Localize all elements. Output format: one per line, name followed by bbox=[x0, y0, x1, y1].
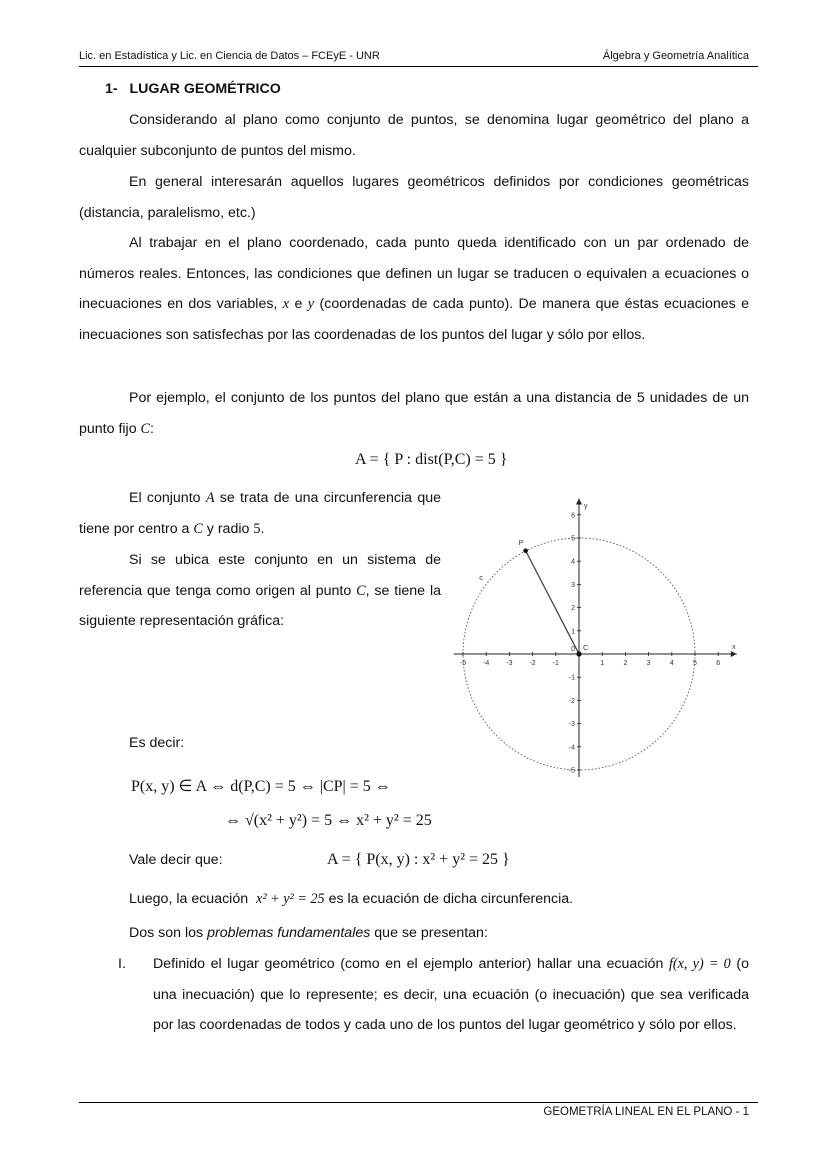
y-tick-label: 5 bbox=[571, 535, 575, 543]
var-C: C bbox=[140, 420, 151, 437]
x-axis-label: x bbox=[732, 644, 736, 651]
x-axis-arrow bbox=[731, 651, 737, 657]
y-tick-label: -4 bbox=[568, 744, 575, 752]
var-C-3: C bbox=[356, 582, 366, 599]
paragraph-6 bbox=[79, 545, 441, 637]
paragraph-5-text-c: y radio bbox=[206, 520, 250, 537]
vale-decir: Vale decir que: bbox=[129, 852, 223, 868]
var-x: x bbox=[282, 296, 290, 312]
var-C-2: C bbox=[193, 520, 203, 537]
item-1-equation: f(x, y) = 0 bbox=[668, 956, 731, 972]
luego-text-b: es la ecuación de dicha circunferencia. bbox=[328, 891, 574, 907]
radius-segment bbox=[526, 551, 579, 654]
item-1-number: I. bbox=[118, 956, 126, 972]
x-tick-label: -1 bbox=[552, 660, 559, 667]
paragraph-5-text-a: El conjunto bbox=[129, 490, 201, 506]
x-tick-label: -4 bbox=[483, 660, 490, 667]
luego-text-a: Luego, la ecuación bbox=[129, 891, 249, 907]
y-axis-arrow bbox=[576, 499, 582, 505]
header-right: Álgebra y Geometría Analítica bbox=[602, 50, 749, 62]
colon: : bbox=[150, 420, 154, 437]
luego-equation: x² + y² = 25 bbox=[256, 891, 325, 907]
section-title: LUGAR GEOMÉTRICO bbox=[129, 81, 281, 97]
x-tick-label: 4 bbox=[669, 660, 674, 667]
paragraph-5-text-b: se trata de una circunferencia que tiene por centro a bbox=[79, 490, 441, 537]
x-tick-label: 3 bbox=[646, 660, 651, 667]
section-heading bbox=[105, 81, 281, 97]
item-1-text bbox=[153, 949, 749, 1041]
point-P bbox=[523, 548, 528, 553]
paragraph-2-text: En general interesarán aquellos lugares geométricos definidos por condiciones geométricas (distancia, paralelismo, etc.) bbox=[79, 174, 749, 221]
luego-line bbox=[129, 884, 573, 915]
dos-text-a: Dos son los bbox=[129, 925, 204, 941]
y-tick-label: 2 bbox=[571, 605, 575, 613]
dos-emphasis: problemas fundamentales bbox=[207, 925, 371, 941]
paragraph-1-text: Considerando al plano como conjunto de puntos, se denomina lugar geométrico del plano a cualquier subconjunto de puntos del mismo. bbox=[79, 112, 749, 159]
equation-line-2: ⇔ √(x² + y²) = 5 ⇔ x² + y² = 25 bbox=[225, 812, 432, 829]
var-A: A bbox=[205, 490, 215, 506]
paragraph-3-text-b: (coordenadas de cada punto). De manera que éstas ecuaciones e inecuaciones son satisfechas por las coordenadas de los puntos del lugar y sólo por ellos. bbox=[79, 296, 749, 343]
point-P-label: P bbox=[518, 537, 524, 547]
origin-zero-label: 0 bbox=[571, 646, 575, 653]
y-tick-label: 4 bbox=[571, 558, 575, 566]
dos-text-b: que se presentan: bbox=[374, 925, 488, 941]
x-tick-label: 1 bbox=[600, 660, 605, 667]
y-tick-label: 6 bbox=[571, 512, 575, 520]
word-e: e bbox=[294, 296, 303, 312]
circle-graph bbox=[450, 490, 750, 780]
y-tick-label: -3 bbox=[568, 721, 575, 729]
x-tick-label: -5 bbox=[459, 660, 467, 667]
paragraph-6-text-a: Si se ubica este conjunto en un sistema de referencia que tenga como origen al punto bbox=[79, 552, 441, 599]
x-tick-label: -2 bbox=[529, 660, 536, 667]
point-C-label: C bbox=[583, 643, 589, 652]
y-tick-label: -1 bbox=[568, 674, 575, 682]
equation-set-A: A = { P : dist(P,C) = 5 } bbox=[355, 451, 508, 468]
item-1-text-b: (o una inecuación) que lo represente; es decir, una ecuación (o inecuación) que sea verificada por las coordenadas de todos y cada uno de los puntos del lugar geométrico y sólo por ellos. bbox=[153, 956, 749, 1033]
paragraph-5 bbox=[79, 483, 441, 544]
y-tick-label: 3 bbox=[571, 581, 575, 589]
header-left: Lic. en Estadística y Lic. en Ciencia de Datos – FCEyE - UNR bbox=[79, 50, 380, 62]
paragraph-1 bbox=[79, 105, 749, 166]
point-C bbox=[576, 651, 581, 656]
x-tick-label: 5 bbox=[693, 660, 697, 667]
paragraph-3-text-a: Al trabajar en el plano coordenado, cada punto queda identificado con un par ordenado de números reales. Entonces, las condiciones que definen un lugar se traducen o equivalen a ecuaciones o inecuaciones en dos variables, bbox=[79, 235, 749, 312]
y-tick-label: 1 bbox=[571, 628, 575, 636]
paragraph-3 bbox=[79, 228, 749, 350]
y-tick-label: -5 bbox=[568, 767, 575, 775]
circle-label: c bbox=[479, 572, 483, 582]
var-y: y bbox=[307, 296, 315, 312]
paragraph-2 bbox=[79, 167, 749, 228]
paragraph-6-text-b: , se tiene la siguiente representación gráfica: bbox=[79, 582, 441, 629]
dos-line bbox=[129, 918, 488, 949]
paragraph-4 bbox=[79, 383, 749, 444]
num-5: 5 bbox=[253, 520, 261, 537]
header-rule bbox=[79, 66, 758, 67]
es-decir: Es decir: bbox=[129, 735, 185, 751]
dot: . bbox=[260, 520, 265, 537]
x-tick-label: 2 bbox=[623, 660, 628, 667]
x-tick-label: -3 bbox=[506, 660, 513, 667]
section-number: 1- bbox=[105, 81, 118, 97]
item-1-text-a: Definido el lugar geométrico (como en el ejemplo anterior) hallar una ecuación bbox=[153, 956, 664, 972]
y-tick-label: -2 bbox=[568, 697, 575, 705]
footer-text: GEOMETRÍA LINEAL EN EL PLANO - 1 bbox=[543, 1106, 749, 1118]
footer-rule bbox=[79, 1102, 758, 1103]
x-tick-label: 6 bbox=[716, 660, 721, 667]
paragraph-4-text: Por ejemplo, el conjunto de los puntos del plano que están a una distancia de 5 unidades de un punto fijo bbox=[79, 390, 749, 437]
y-axis-label: y bbox=[584, 502, 588, 510]
equation-line-1: P(x, y) ∈ A ⇔ d(P,C) = 5 ⇔ |CP| = 5 ⇔ bbox=[131, 778, 391, 795]
equation-set-A-2: A = { P(x, y) : x² + y² = 25 } bbox=[327, 851, 510, 868]
